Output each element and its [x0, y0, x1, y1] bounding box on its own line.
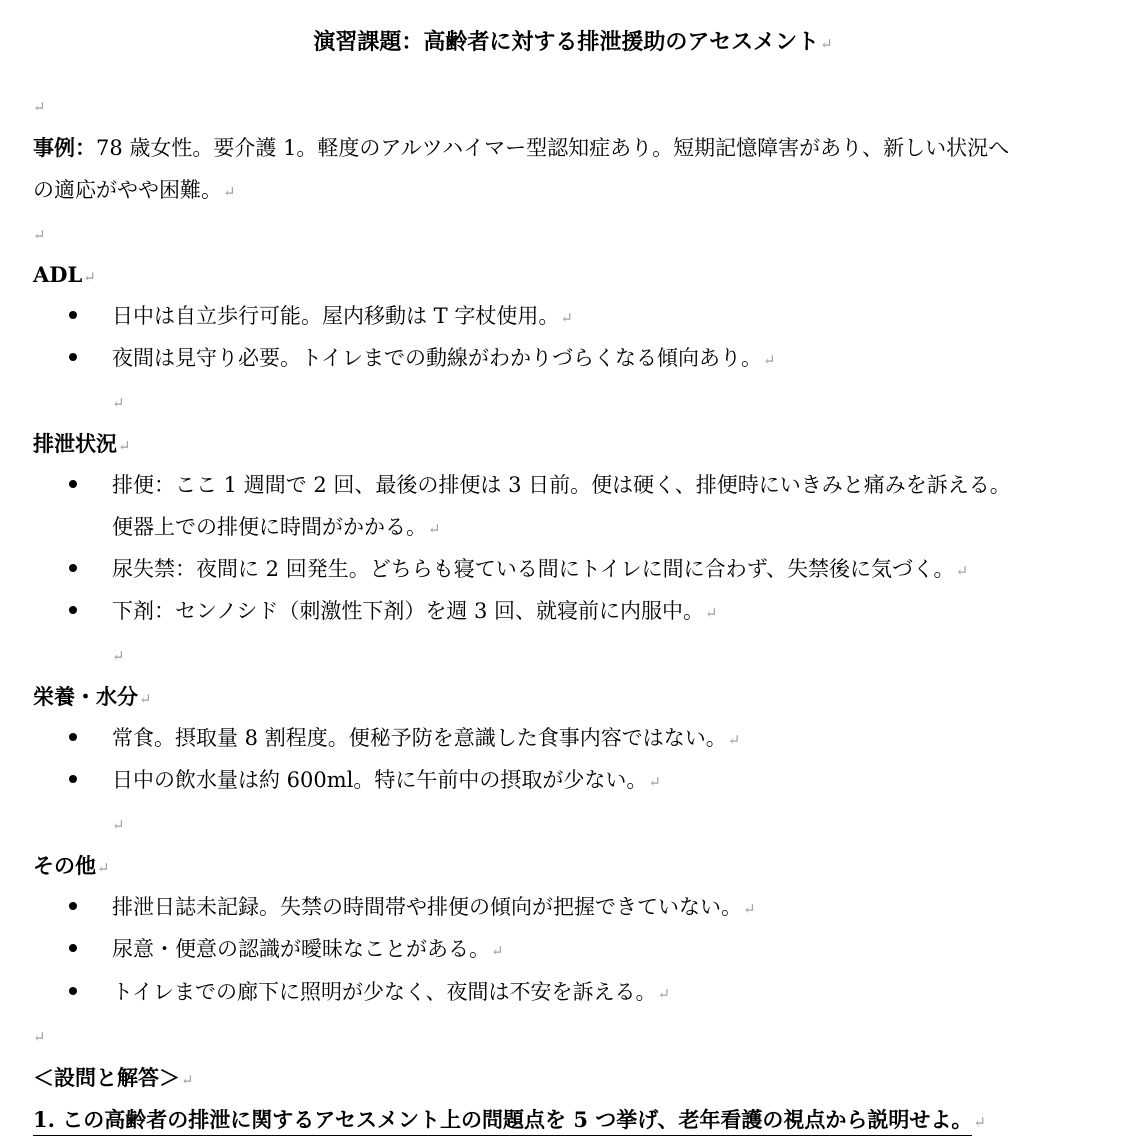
question-1: 1. この高齢者の排泄に関するアセスメント上の問題点を 5 つ挙げ、老年看護の視点から説明せよ。↵	[33, 1109, 986, 1130]
bullet-icon	[69, 944, 81, 956]
bullet-icon	[69, 606, 81, 618]
section-heading-nutrition: 栄養・水分↵	[33, 684, 152, 709]
bullet-icon	[69, 733, 81, 745]
list-item: 日中の飲水量は約 600ml。特に午前中の摂取が少ない。↵	[112, 768, 661, 792]
blank-line: ↵	[33, 1028, 46, 1046]
blank-line: ↵	[33, 98, 46, 116]
bullet-icon	[69, 987, 81, 999]
bullet-icon	[69, 564, 81, 576]
list-item: 排便：ここ 1 週間で 2 回、最後の排便は 3 日前。便は硬く、排便時にいきみと痛みを訴える。	[112, 473, 1011, 497]
bullet-icon	[69, 902, 81, 914]
blank-line: ↵	[33, 226, 46, 244]
list-item: 尿失禁：夜間に 2 回発生。どちらも寝ている間にトイレに間に合わず、失禁後に気づく。↵	[112, 557, 969, 581]
list-item: 排泄日誌未記録。失禁の時間帯や排便の傾向が把握できていない。↵	[112, 895, 756, 919]
section-heading-adl: ADL↵	[33, 262, 96, 287]
document-title: 演習課題：高齢者に対する排泄援助のアセスメント↵	[313, 29, 833, 55]
section-heading-excretion: 排泄状況↵	[33, 431, 131, 456]
list-item: 尿意・便意の認識が曖昧なことがある。↵	[112, 937, 504, 961]
bullet-icon	[69, 353, 81, 365]
list-item: 常食。摂取量 8 割程度。便秘予防を意識した食事内容ではない。↵	[112, 726, 741, 750]
case-line-1: 事例：78 歳女性。要介護 1。軽度のアルツハイマー型認知症あり。短期記憶障害があり、新しい状況へ	[33, 135, 1010, 160]
blank-line: ↵	[112, 394, 125, 412]
questions-heading: ＜設問と解答＞↵	[33, 1065, 194, 1090]
case-line-2: の適応がやや困難。↵	[33, 178, 236, 202]
case-label: 事例：	[33, 135, 96, 160]
blank-line: ↵	[112, 816, 125, 834]
list-item: トイレまでの廊下に照明が少なく、夜間は不安を訴える。↵	[112, 980, 671, 1004]
bullet-icon	[69, 311, 81, 323]
bullet-icon	[69, 775, 81, 787]
list-item-continuation: 便器上での排便に時間がかかる。↵	[112, 515, 441, 539]
list-item: 日中は自立歩行可能。屋内移動は T 字杖使用。↵	[112, 304, 573, 328]
blank-line: ↵	[112, 647, 125, 665]
list-item: 夜間は見守り必要。トイレまでの動線がわかりづらくなる傾向あり。↵	[112, 346, 776, 370]
bullet-icon	[69, 480, 81, 492]
list-item: 下剤：センノシド（刺激性下剤）を週 3 回、就寝前に内服中。↵	[112, 599, 718, 623]
paragraph-mark: ↵	[820, 35, 833, 53]
section-heading-other: その他↵	[33, 853, 110, 878]
